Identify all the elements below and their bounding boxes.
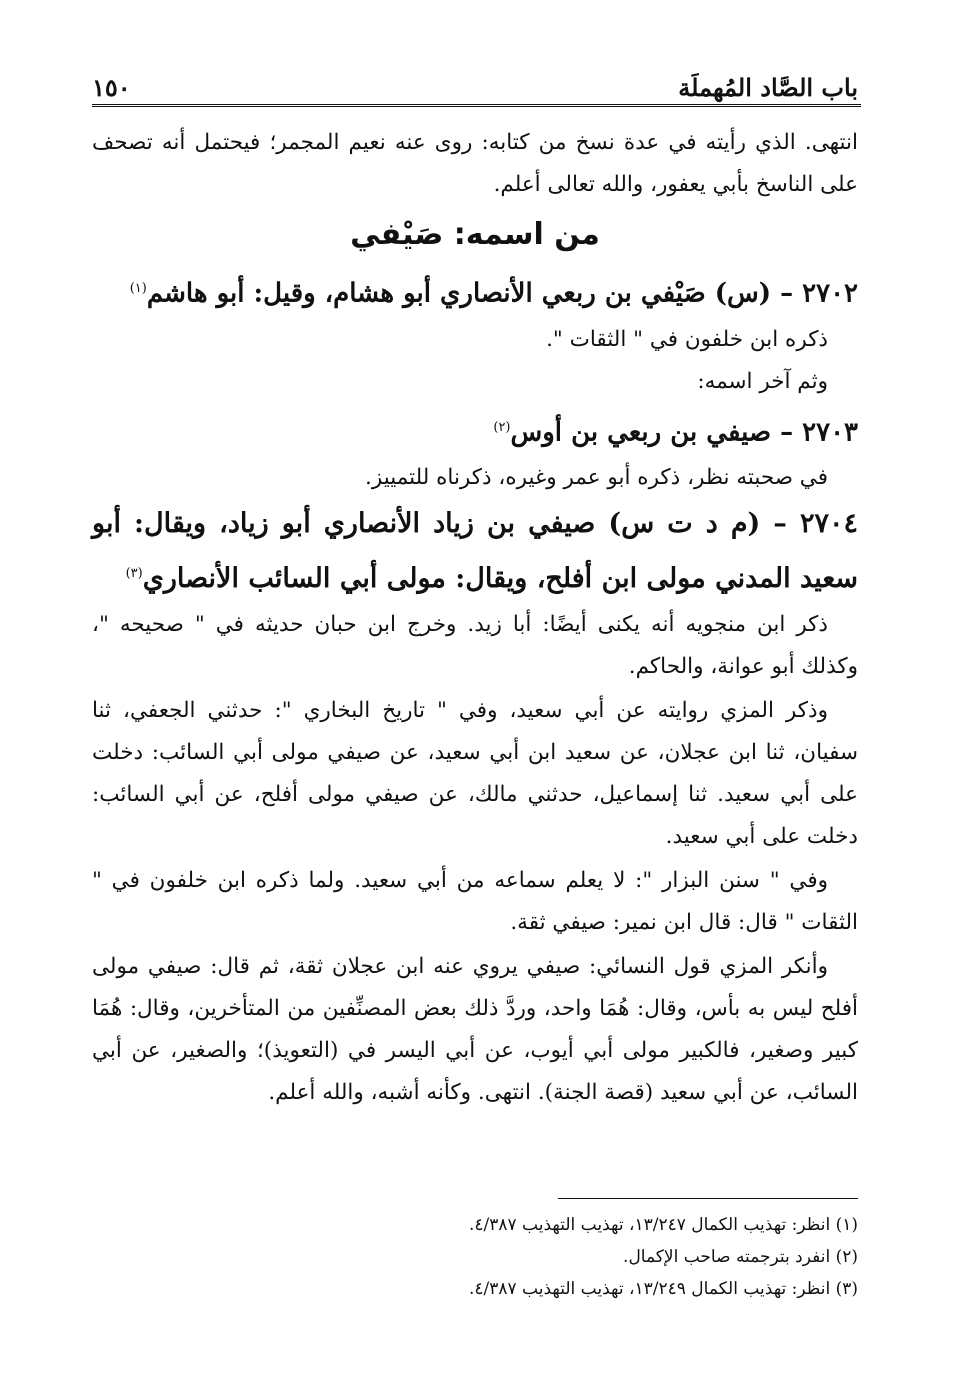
entry-2702-title-text: ٢٧٠٢ – (س) صَيْفي بن ربعي الأنصاري أبو هشام، وقيل: أبو هاشم <box>146 278 858 309</box>
footnote-ref-3: (٣) <box>125 566 143 582</box>
paragraph-4: وأنكر المزي قول النسائي: صيفي يروي عنه ابن عجلان ثقة، ثم قال: صيفي مولى أفلح ليس به بأس، وقال: هُمَا واحد، وردَّ ذلك بعض المصنِّفين من المتأخرين، وقال: هُمَا كبير وصغير، فالكبير مولى أبي أيوب، عن أبي اليسر في (التعويذ)؛ والصغير، عن أبي السائب، عن أبي سعيد (قصة الجنة). انتهى. وكأنه أشبه، والله أعلم. <box>92 954 858 1106</box>
footnote-ref-2: (٢) <box>493 419 511 435</box>
footnote-3: (٣) انظر: تهذيب الكمال ١٣/٢٤٩، تهذيب التهذيب ٤/٣٨٧. <box>468 1279 858 1299</box>
intro-paragraph: انتهى. الذي رأيته في عدة نسخ من كتابه: روى عنه نعيم المجمر؛ فيحتمل أنه تصحف على الناسخ بأبي يعفور، والله تعالى أعلم. <box>92 130 858 197</box>
paragraph-1: ذكر ابن منجويه أنه يكنى أيضًا: أبا زيد. وخرج ابن حبان حديثه في " صحيحه "، وكذلك أبو عوانة، والحاكم. <box>92 612 858 680</box>
section-heading: من اسمه: صَيْفي <box>350 217 600 252</box>
footnote-2: (٢) انفرد بترجمته صاحب الإكمال. <box>623 1247 858 1267</box>
entry-2704-title <box>92 499 858 604</box>
main-text <box>92 122 858 1114</box>
footnote-ref-1: (١) <box>129 281 147 296</box>
entry-2703-title-text: ٢٧٠٣ – صيفي بن ربعي بن أوس <box>510 417 858 448</box>
page-number: ١٥٠ <box>92 73 131 102</box>
footnote-1: (١) انظر: تهذيب الكمال ١٣/٢٤٧، تهذيب التهذيب ٤/٣٨٧. <box>468 1215 858 1235</box>
running-header <box>92 62 858 102</box>
entry-2702-note: وثم آخر اسمه: <box>697 368 828 394</box>
footnote-divider <box>558 1198 858 1199</box>
entry-2702-title <box>92 264 858 319</box>
entry-2703-title <box>92 403 858 458</box>
header-divider <box>92 104 861 107</box>
paragraph-3: وفي " سنن البزار ": لا يعلم سماعه من أبي سعيد. ولما ذكره ابن خلفون في " الثقات " قال: قال ابن نمير: صيفي ثقة. <box>92 868 858 936</box>
paragraph-2: وذكر المزي روايته عن أبي سعيد، وفي " تاريخ البخاري ": حدثني الجعفي، ثنا سفيان، ثنا ابن عجلان، عن سعيد ابن أبي سعيد، عن صيفي مولى أبي السائب: دخلت على أبي سعيد. ثنا إسماعيل، حدثني مالك، عن صيفي مولى أفلح، عن أبي السائب: دخلت على أبي سعيد. <box>92 698 858 850</box>
chapter-title: باب الصَّاد المُهملَة <box>678 73 858 102</box>
entry-2702-text: ذكره ابن خلفون في " الثقات ". <box>546 326 828 352</box>
entry-2703-text: في صحبته نظر، ذكره أبو عمر وغيره، ذكرناه للتمييز. <box>365 465 828 491</box>
footnotes <box>92 1198 858 1305</box>
entry-2704-title-text: ٢٧٠٤ – (م د ت س) صيفي بن زياد الأنصاري أبو زياد، ويقال: أبو سعيد المدني مولى ابن أفلح، ويقال: مولى أبي السائب الأنصاري <box>92 508 858 595</box>
